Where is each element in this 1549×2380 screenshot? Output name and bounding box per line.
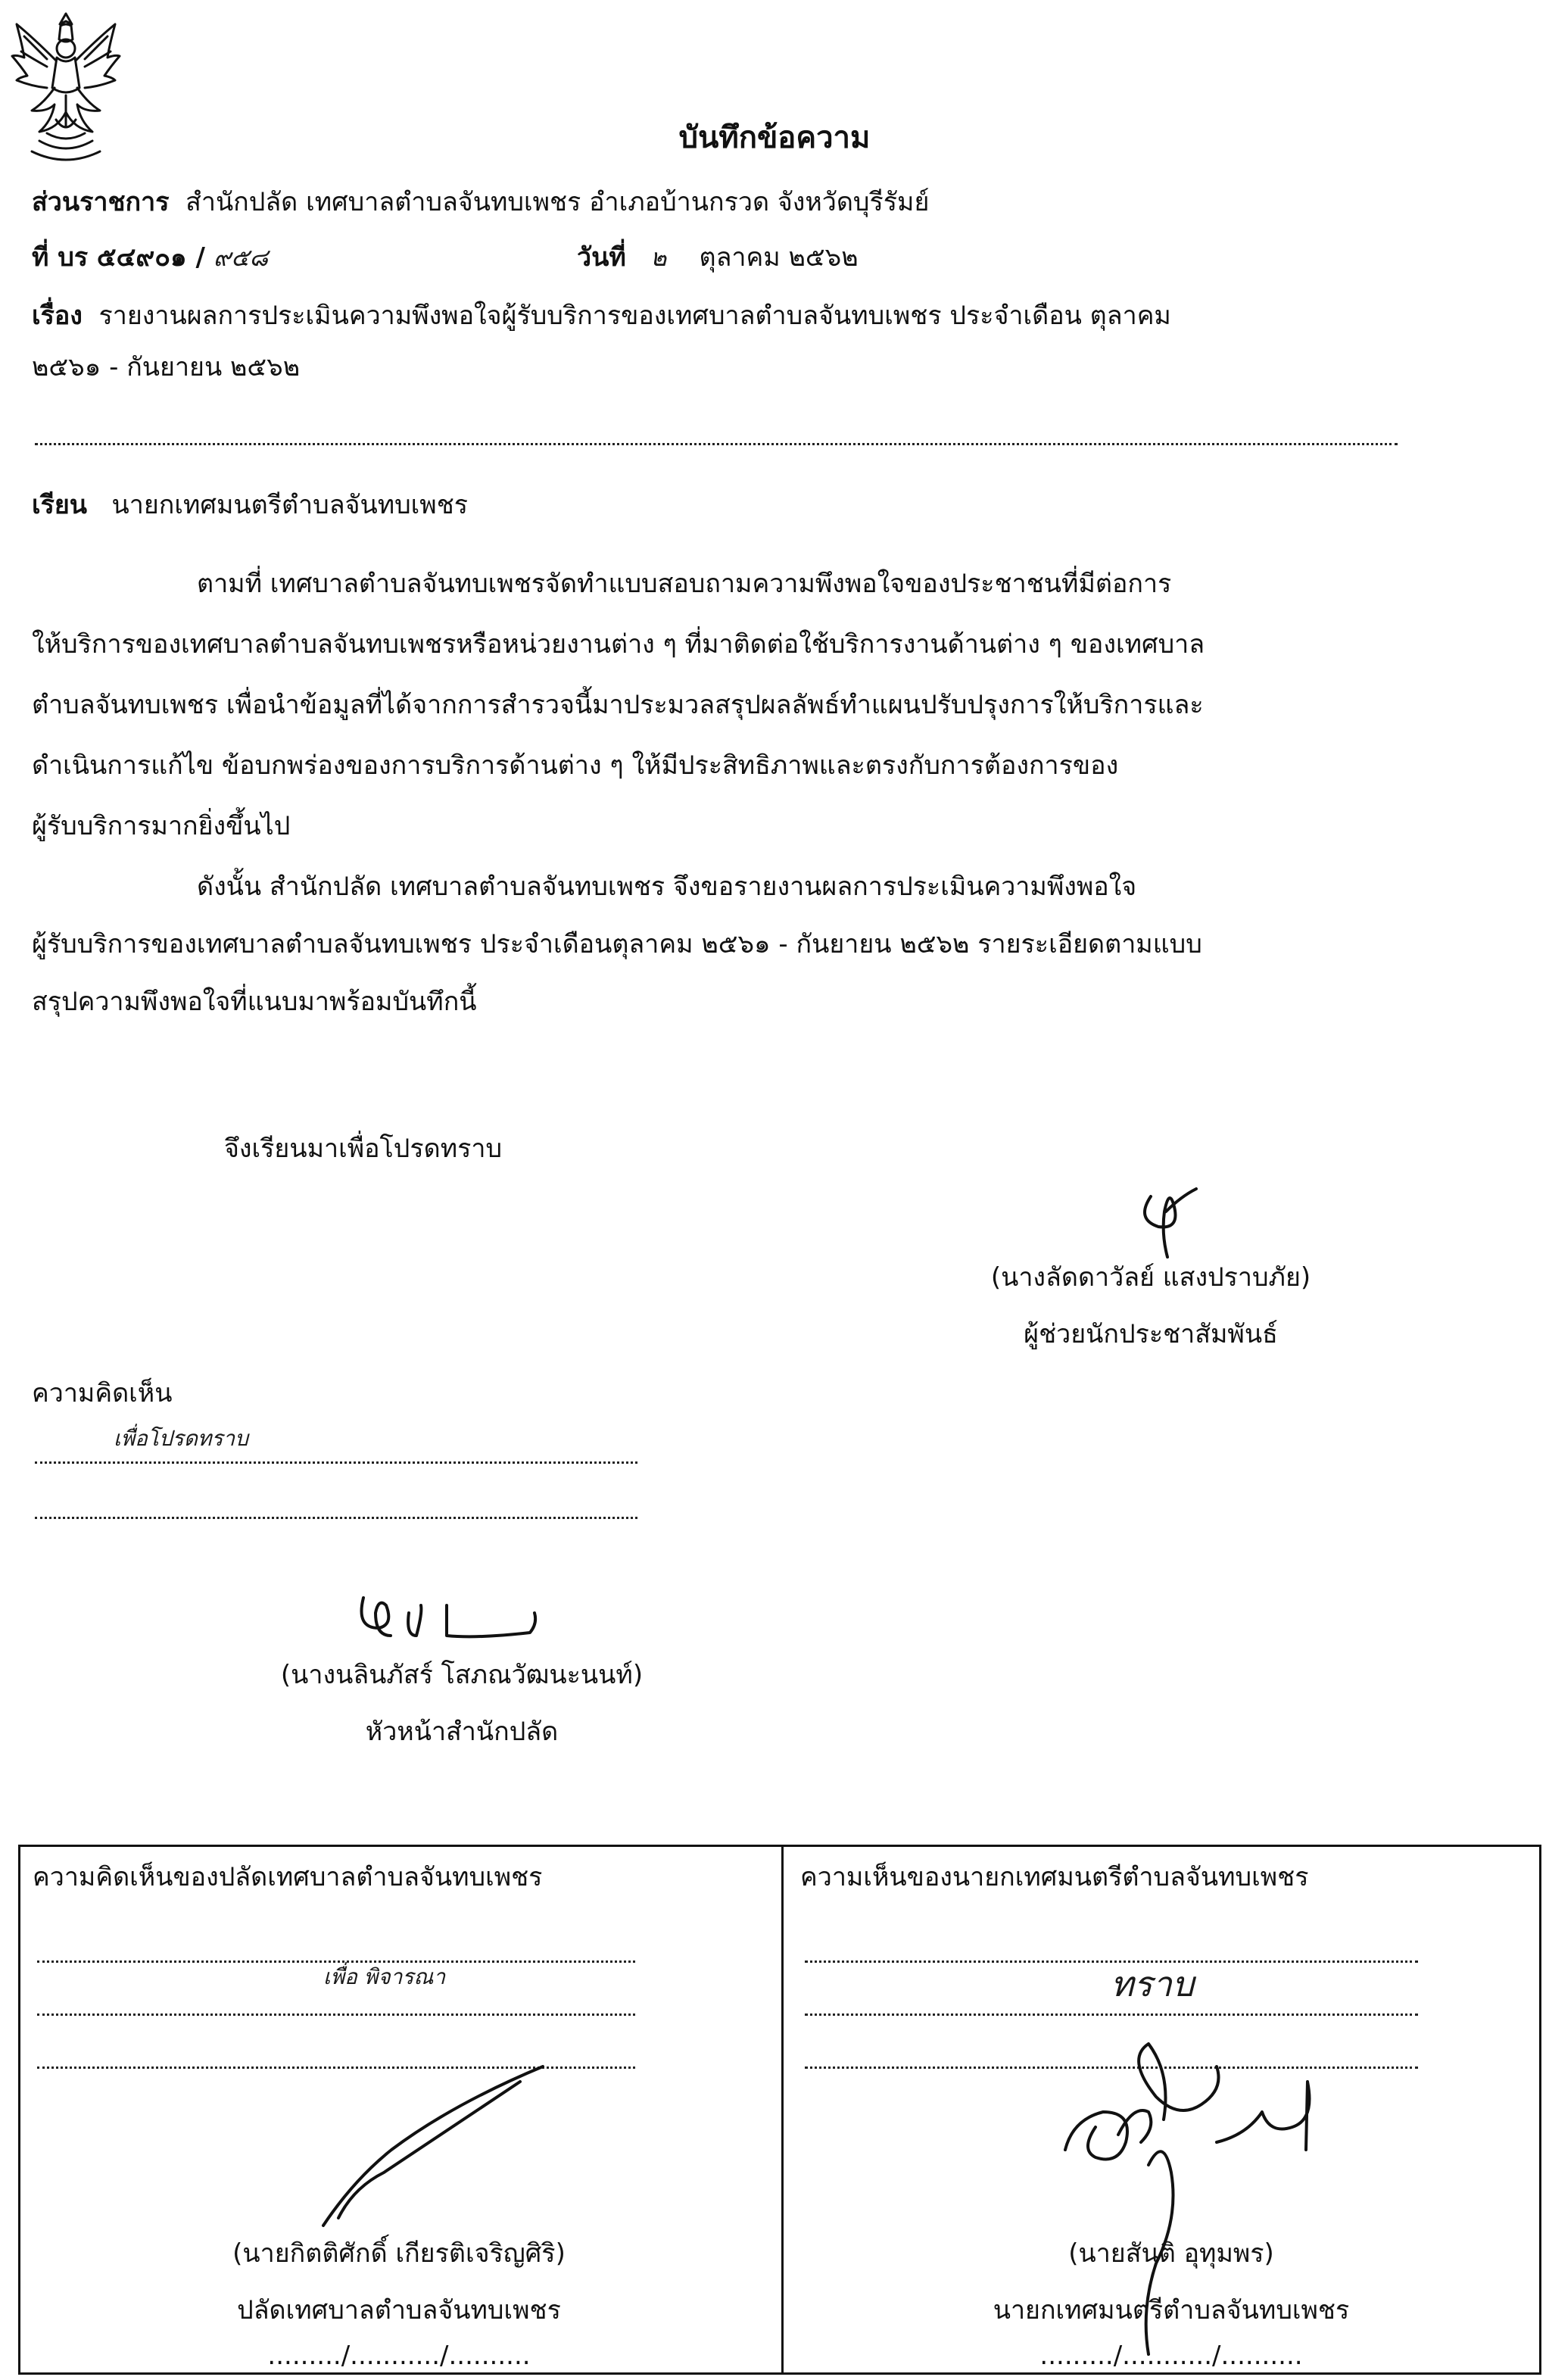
opinion-label: ความคิดเห็น — [32, 1378, 173, 1408]
department-line — [32, 186, 929, 219]
date-line — [577, 241, 859, 274]
box-left-heading: ความคิดเห็นของปลัดเทศบาลตำบลจันทบเพชร — [33, 1862, 543, 1892]
approval-box — [18, 1845, 1541, 2375]
box-right-signer-name: (นายสันติ อุทุมพร) — [1068, 2238, 1274, 2269]
opinion-dotted-line-1 — [35, 1461, 637, 1464]
reference-label: ที่ บร ๕๔๙๐๑ / — [32, 242, 205, 273]
body-paragraph-line: ผู้รับบริการของเทศบาลตำบลจันทบเพชร ประจำเดือนตุลาคม ๒๕๖๑ - กันยายน ๒๕๖๒ รายระเอียดตามแบบ — [32, 929, 1202, 959]
approval-box-divider — [781, 1847, 784, 2372]
box-left-date-line: ........./.........../.......... — [267, 2341, 531, 2371]
signer1-position: ผู้ช่วยนักประชาสัมพันธ์ — [1024, 1319, 1278, 1349]
box-right-handwritten-note: ทราบ — [1111, 1964, 1195, 2004]
opinion-handwritten-note: เพื่อโปรดทราบ — [114, 1426, 248, 1451]
subject-text: รายงานผลการประเมินความพึงพอใจผู้รับบริการของเทศบาลตำบลจันทบเพชร ประจำเดือน ตุลาคม — [98, 301, 1171, 331]
date-month-year: ตุลาคม ๒๕๖๒ — [699, 242, 859, 273]
body-paragraph-line: ดังนั้น สำนักปลัด เทศบาลตำบลจันทบเพชร จึงขอรายงานผลการประเมินความพึงพอใจ — [197, 872, 1137, 902]
memo-title: บันทึกข้อความ — [678, 120, 871, 155]
box-left-signer-position: ปลัดเทศบาลตำบลจันทบเพชร — [237, 2295, 561, 2325]
opinion-dotted-line-2 — [35, 1517, 637, 1519]
body-paragraph-1 — [32, 560, 1205, 850]
body-paragraph-line: ให้บริการของเทศบาลตำบลจันทบเพชรหรือหน่วยงานต่าง ๆ ที่มาติดต่อใช้บริการงานด้านต่าง ๆ ของเทศบาล — [32, 629, 1205, 660]
opinion-signer-name: (นางนลินภัสร์ โสภณวัฒนะนนท์) — [280, 1660, 644, 1690]
box-right-heading: ความเห็นของนายกเทศมนตรีตำบลจันทบเพชร — [800, 1862, 1309, 1892]
subject-label: เรื่อง — [32, 301, 83, 331]
opinion-signer-position: หัวหน้าสำนักปลัด — [365, 1717, 559, 1747]
signer1-name: (นางลัดดาวัลย์ แสงปราบภัย) — [990, 1262, 1311, 1293]
subject-continuation: ๒๕๖๑ - กันยายน ๒๕๖๒ — [32, 352, 301, 382]
body-paragraph-line: ตำบลจันทบเพชร เพื่อนำข้อมูลที่ได้จากการสำรวจนี้มาประมวลสรุปผลลัพธ์ทำแผนปรับปรุงการให้บริการและ — [32, 690, 1204, 720]
box-left-signer-name: (นายกิตติศักดิ์ เกียรติเจริญศิริ) — [232, 2238, 566, 2269]
addressee-label: เรียน — [32, 490, 88, 520]
date-label: วันที่ — [577, 242, 626, 273]
reference-line — [32, 241, 268, 274]
addressee-line — [32, 488, 468, 522]
reference-number-handwritten: ๙๕๘ — [213, 243, 269, 272]
signature-municipal-clerk — [308, 2059, 550, 2233]
department-label: ส่วนราชการ — [32, 187, 170, 217]
signature-head-of-office — [348, 1583, 553, 1651]
date-day-handwritten: ๒ — [650, 243, 667, 272]
closing-text: จึงเรียนมาเพื่อโปรดทราบ — [224, 1134, 503, 1164]
separator-dotted-line — [35, 443, 1398, 445]
department-value: สำนักปลัด เทศบาลตำบลจันทบเพชร อำเภอบ้านกรวด จังหวัดบุรีรัมย์ — [185, 187, 930, 217]
addressee-value: นายกเทศมนตรีตำบลจันทบเพชร — [111, 490, 469, 520]
body-paragraph-line: ผู้รับบริการมากยิ่งขึ้นไป — [32, 811, 291, 841]
body-paragraph-2 — [32, 863, 1202, 1025]
body-paragraph-line: สรุปความพึงพอใจที่แนบมาพร้อมบันทึกนี้ — [32, 987, 477, 1017]
box-right-signer-position: นายกเทศมนตรีตำบลจันทบเพชร — [993, 2295, 1350, 2325]
box-left-dotted-line-2 — [37, 2013, 635, 2016]
body-paragraph-line: ดำเนินการแก้ไข ข้อบกพร่องของการบริการด้านต่าง ๆ ให้มีประสิทธิภาพและตรงกับการต้องการของ — [32, 750, 1119, 781]
signature-signer1 — [1120, 1181, 1211, 1265]
box-right-dotted-line-2 — [805, 2013, 1418, 2016]
box-right-date-line: ........./.........../.......... — [1039, 2341, 1303, 2371]
body-paragraph-line: ตามที่ เทศบาลตำบลจันทบเพชรจัดทำแบบสอบถามความพึงพอใจของประชาชนที่มีต่อการ — [197, 569, 1172, 599]
subject-line — [32, 299, 1171, 332]
box-left-handwritten-note: เพื่อ พิจารณา — [323, 1964, 446, 1989]
